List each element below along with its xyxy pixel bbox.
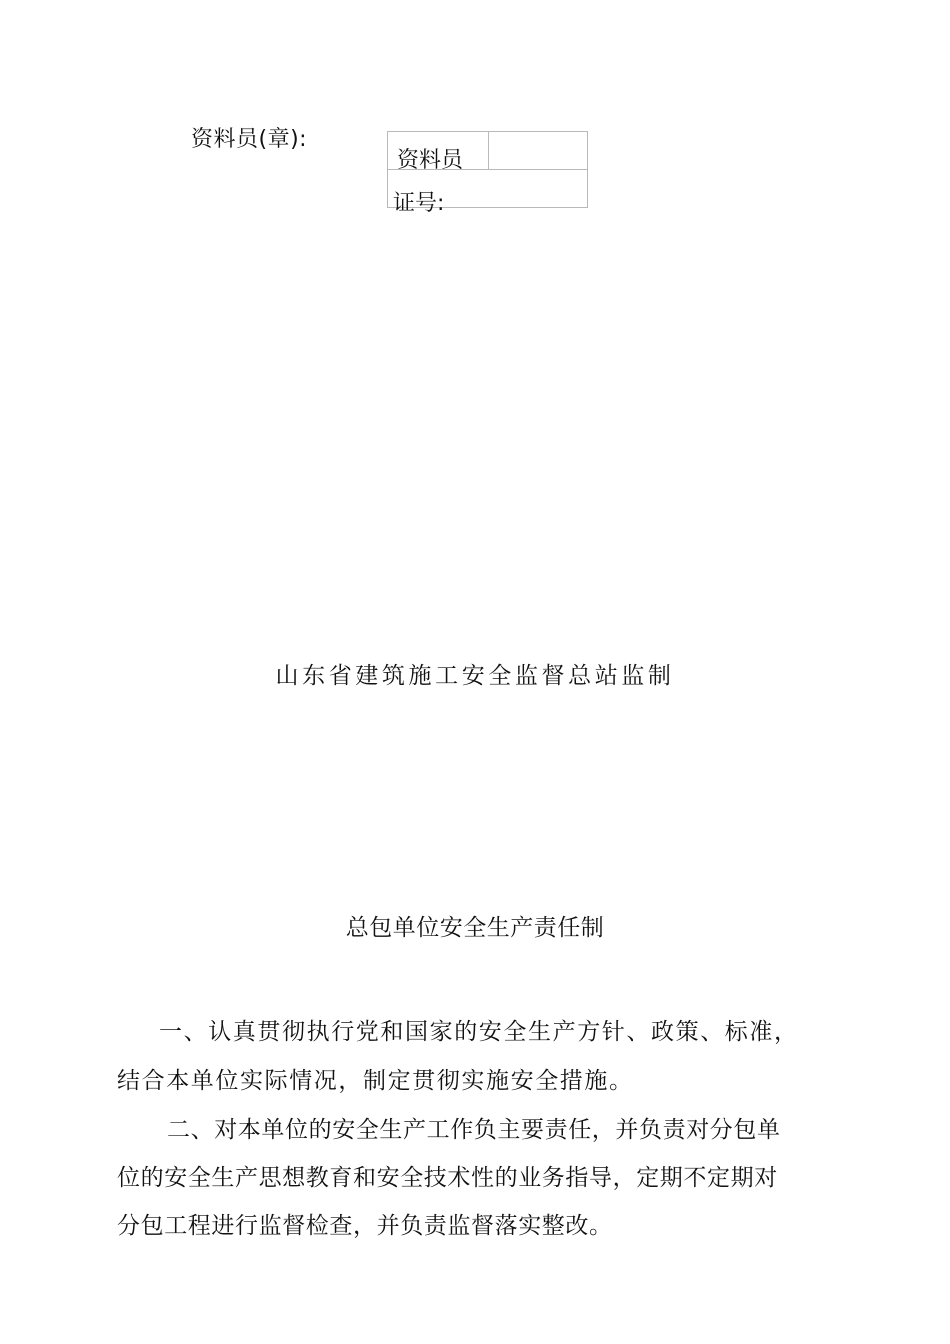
paragraph-line: 一、认真贯彻执行党和国家的安全生产方针、政策、标准， [159,1019,799,1045]
cert-no-label: 证号: [393,191,445,216]
role-cell [388,132,489,173]
issuer-line: 山东省建筑施工安全监督总站监制 [275,663,675,689]
paragraph-2 [117,1106,837,1250]
role-label: 资料员 [397,148,464,173]
paragraph-line: 结合本单位实际情况，制定贯彻实施安全措施。 [117,1068,634,1094]
paragraph-line: 位的安全生产思想教育和安全技术性的业务指导，定期不定期对 [117,1165,778,1191]
paragraph-1 [117,1008,837,1106]
document-title: 总包单位安全生产责任制 [345,915,605,941]
stamp-label: 资料员(章): [191,127,308,152]
cert-no-cell [388,170,588,216]
role-value-cell [489,132,588,170]
cert-table [387,131,588,216]
paragraph-line: 二、对本单位的安全生产工作负主要责任，并负责对分包单 [167,1117,781,1143]
paragraph-line: 分包工程进行监督检查，并负责监督落实整改。 [117,1213,613,1239]
